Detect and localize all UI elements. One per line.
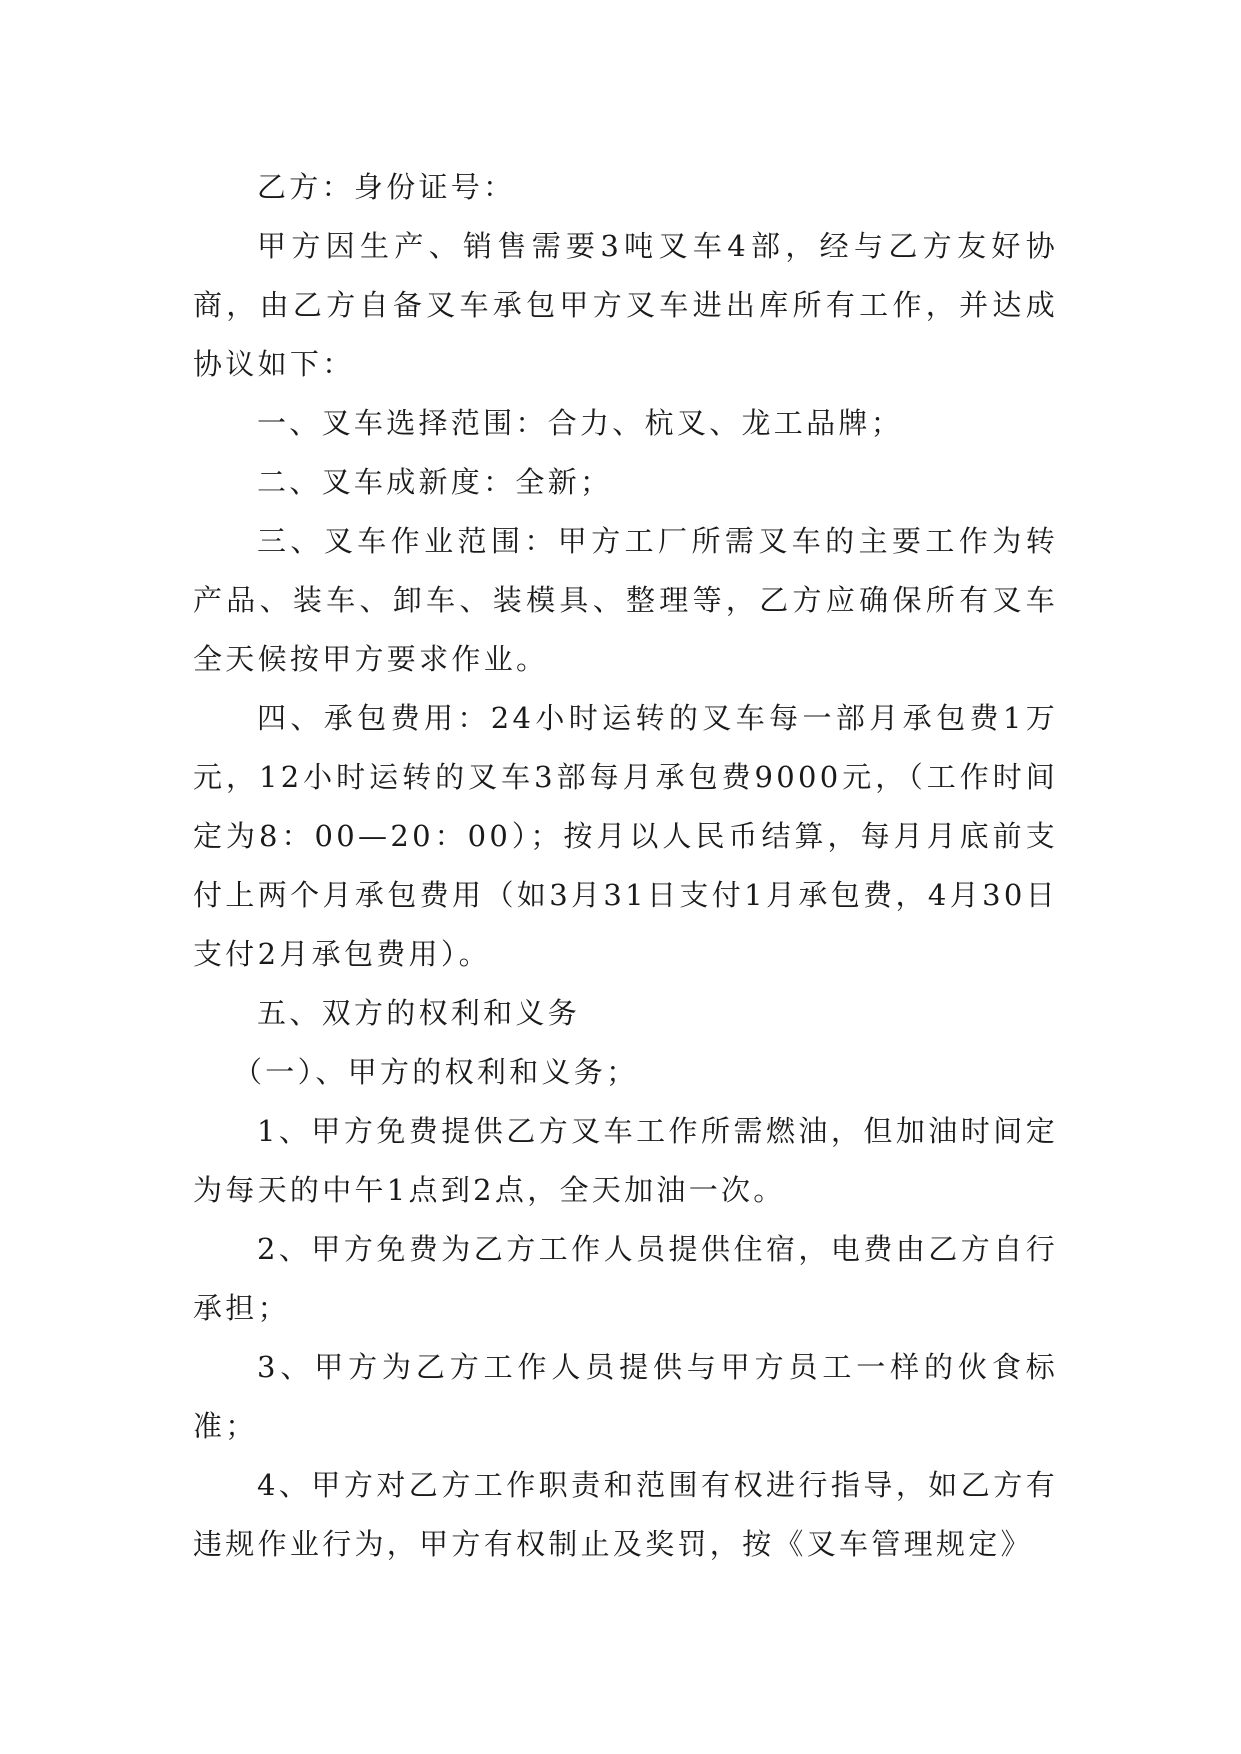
document-body bbox=[193, 158, 1058, 1574]
clause-5-rights-obligations: 五、双方的权利和义务 bbox=[257, 996, 581, 1030]
clause-1-brand-range: 一、叉车选择范围：合力、杭叉、龙工品牌； bbox=[257, 406, 904, 440]
clause-4-fees: 四、承包费用：24小时运转的叉车每一部月承包费1万元，12小时运转的叉车3部每月承包费9000元，（工作时间定为8：00—20：00）；按月以人民币结算，每月月底前支付上两个月承包费用（如3月31日支付1月承包费，4月30日支付2月承包费用）。 bbox=[193, 701, 1058, 971]
party-a-item-2: 2、甲方免费为乙方工作人员提供住宿，电费由乙方自行承担； bbox=[193, 1232, 1058, 1325]
section-party-a-heading: （一）、甲方的权利和义务； bbox=[233, 1055, 639, 1089]
party-a-item-1: 1、甲方免费提供乙方叉车工作所需燃油，但加油时间定为每天的中午1点到2点，全天加油一次。 bbox=[193, 1114, 1058, 1207]
clause-2-condition: 二、叉车成新度：全新； bbox=[257, 465, 613, 499]
party-a-item-3: 3、甲方为乙方工作人员提供与甲方员工一样的伙食标准； bbox=[193, 1350, 1058, 1443]
intro-paragraph: 甲方因生产、销售需要3吨叉车4部，经与乙方友好协商，由乙方自备叉车承包甲方叉车进出库所有工作，并达成协议如下： bbox=[193, 229, 1058, 381]
clause-3-work-scope: 三、叉车作业范围：甲方工厂所需叉车的主要工作为转产品、装车、卸车、装模具、整理等，乙方应确保所有叉车全天候按甲方要求作业。 bbox=[193, 524, 1058, 676]
party-a-item-4: 4、甲方对乙方工作职责和范围有权进行指导，如乙方有违规作业行为，甲方有权制止及奖罚，按《叉车管理规定》 bbox=[193, 1468, 1058, 1561]
party-b-id-line: 乙方：身份证号： bbox=[257, 170, 516, 204]
